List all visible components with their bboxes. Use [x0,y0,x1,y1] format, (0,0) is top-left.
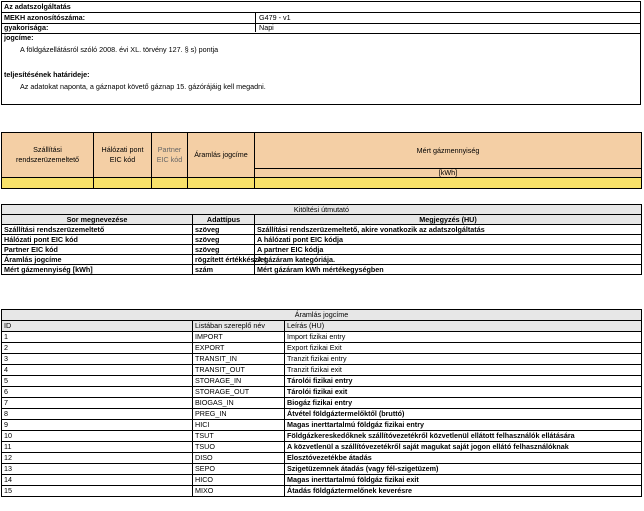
table-row [2,464,642,475]
guide-cell-type: rögzített értékkészlet [193,255,255,265]
guide-cell-note: A hálózati pont EIC kódja [255,235,642,245]
flow-cell-description: Export fizikai Exit [285,343,642,354]
guide-title: Kitöltési útmutató [2,205,642,215]
flow-cell-description: Import fizikai entry [285,332,642,343]
flow-cell-description: Átadás földgáztermelőnek keverésre [285,486,642,497]
guide-cell-type: szöveg [193,245,255,255]
col-header-measured-gas: Mért gázmennyiség [255,133,642,169]
table-row [2,354,642,365]
flow-cell-list-name: TRANSIT_IN [193,354,285,365]
table-row [2,442,642,453]
guide-cell-name: Szállítási rendszerüzemeltető [2,225,193,235]
col-header-flow-basis: Áramlás jogcíme [188,133,255,178]
flow-cell-id: 7 [2,398,193,409]
flow-cell-id: 11 [2,442,193,453]
guide-cell-type: szöveg [193,225,255,235]
guide-cell-type: szöveg [193,235,255,245]
table-row [2,387,642,398]
table-row [2,453,642,464]
flow-cell-list-name: TSUT [193,431,285,442]
flow-title: Áramlás jogcíme [2,310,642,321]
guide-cell-note: A gázáram kategóriája. [255,255,642,265]
flow-cell-list-name: STORAGE_IN [193,376,285,387]
guide-cell-note: Szállítási rendszerüzemeltető, akire vonatkozik az adatszolgáltatás [255,225,642,235]
table-row [2,343,642,354]
guide-col-name: Sor megnevezése [2,215,193,225]
flow-col-id: ID [2,321,193,332]
flow-cell-list-name: TRANSIT_OUT [193,365,285,376]
input-cell-flow-basis[interactable] [188,178,255,189]
flow-cell-id: 1 [2,332,193,343]
mekh-label: MEKH azonosítószáma: [4,13,86,22]
flow-cell-list-name: MIXO [193,486,285,497]
table-row [2,376,642,387]
data-table [1,132,642,189]
frequency-value: Napi [259,23,274,32]
guide-col-type: Adattípus [193,215,255,225]
flow-cell-id: 13 [2,464,193,475]
basis-label: jogcíme: [4,33,34,42]
table-row [2,255,642,265]
col-header-partner-eic: Partner EIC kód [152,133,188,178]
table-row [2,398,642,409]
flow-cell-description: Magas inerttartalmú földgáz fizikai entry [285,420,642,431]
flow-col-description: Leírás (HU) [285,321,642,332]
deadline-label: teljesítésének határideje: [4,70,90,79]
deadline-value: Az adatokat naponta, a gáznapot követő gáznap 15. gázórájáig kell megadni. [20,82,266,91]
flow-cell-description: Tranzit fizikai exit [285,365,642,376]
table-row [2,365,642,376]
flow-cell-id: 6 [2,387,193,398]
flow-cell-id: 5 [2,376,193,387]
table-row [2,332,642,343]
table-row [2,431,642,442]
guide-cell-note: Mért gázáram kWh mértékegységben [255,265,642,275]
guide-cell-name: Hálózati pont EIC kód [2,235,193,245]
flow-cell-id: 4 [2,365,193,376]
table-row [2,245,642,255]
unit-label: [kWh] [255,169,642,178]
flow-cell-description: Magas inerttartalmú földgáz fizikai exit [285,475,642,486]
flow-cell-id: 10 [2,431,193,442]
flow-cell-list-name: STORAGE_OUT [193,387,285,398]
mekh-value: G479 - v1 [259,13,291,22]
table-row [2,265,642,275]
info-block [1,1,641,105]
guide-cell-name: Partner EIC kód [2,245,193,255]
table-row [2,225,642,235]
flow-cell-id: 8 [2,409,193,420]
basis-value: A földgázellátásról szóló 2008. évi XL. törvény 127. § s) pontja [20,45,219,54]
info-title: Az adatszolgáltatás [2,2,640,13]
flow-cell-description: Elosztóvezetékbe átadás [285,453,642,464]
table-row [2,486,642,497]
flow-cell-list-name: EXPORT [193,343,285,354]
flow-cell-description: Tranzit fizikai entry [285,354,642,365]
flow-cell-list-name: SEPO [193,464,285,475]
guide-cell-type: szám [193,265,255,275]
col-header-tso: Szállítási rendszerüzemeltető [2,133,94,178]
flow-cell-list-name: TSUO [193,442,285,453]
input-cell-network-eic[interactable] [94,178,152,189]
guide-cell-note: A partner EIC kódja [255,245,642,255]
input-cell-measured-gas[interactable] [255,178,642,189]
guide-col-note: Megjegyzés (HU) [255,215,642,225]
flow-cell-list-name: HICI [193,420,285,431]
input-cell-partner-eic[interactable] [152,178,188,189]
flow-cell-description: Földgázkereskedőknek szállítóvezetékről közvetlenül ellátott felhasználók ellátására [285,431,642,442]
flow-cell-description: Tárolói fizikai exit [285,387,642,398]
input-row [2,178,642,189]
guide-cell-name: Mért gázmennyiség [kWh] [2,265,193,275]
flow-cell-id: 14 [2,475,193,486]
flow-cell-description: Tárolói fizikai entry [285,376,642,387]
flow-col-list-name: Listában szereplő név [193,321,285,332]
flow-cell-list-name: BIOGAS_IN [193,398,285,409]
flow-cell-list-name: DISO [193,453,285,464]
guide-cell-name: Áramlás jogcíme [2,255,193,265]
flow-cell-id: 9 [2,420,193,431]
flow-cell-id: 15 [2,486,193,497]
flow-cell-description: Szigetüzemnek átadás (vagy fél-szigetüzem) [285,464,642,475]
flow-basis-table [1,309,642,497]
flow-cell-list-name: PREG_IN [193,409,285,420]
flow-cell-list-name: IMPORT [193,332,285,343]
table-row [2,235,642,245]
flow-cell-description: A közvetlenül a szállítóvezetékről saját magukat saját jogon ellátó felhasználóknak [285,442,642,453]
flow-cell-id: 3 [2,354,193,365]
flow-cell-list-name: HICO [193,475,285,486]
table-row [2,475,642,486]
col-header-network-eic: Hálózati pont EIC kód [94,133,152,178]
flow-cell-id: 12 [2,453,193,464]
info-column-divider [255,12,256,32]
guide-table [1,204,642,275]
table-row [2,409,642,420]
input-cell-tso[interactable] [2,178,94,189]
table-row [2,420,642,431]
flow-cell-id: 2 [2,343,193,354]
flow-cell-description: Átvétel földgáztermelőktől (bruttó) [285,409,642,420]
flow-cell-description: Biogáz fizikai entry [285,398,642,409]
frequency-label: gyakorisága: [4,23,49,32]
